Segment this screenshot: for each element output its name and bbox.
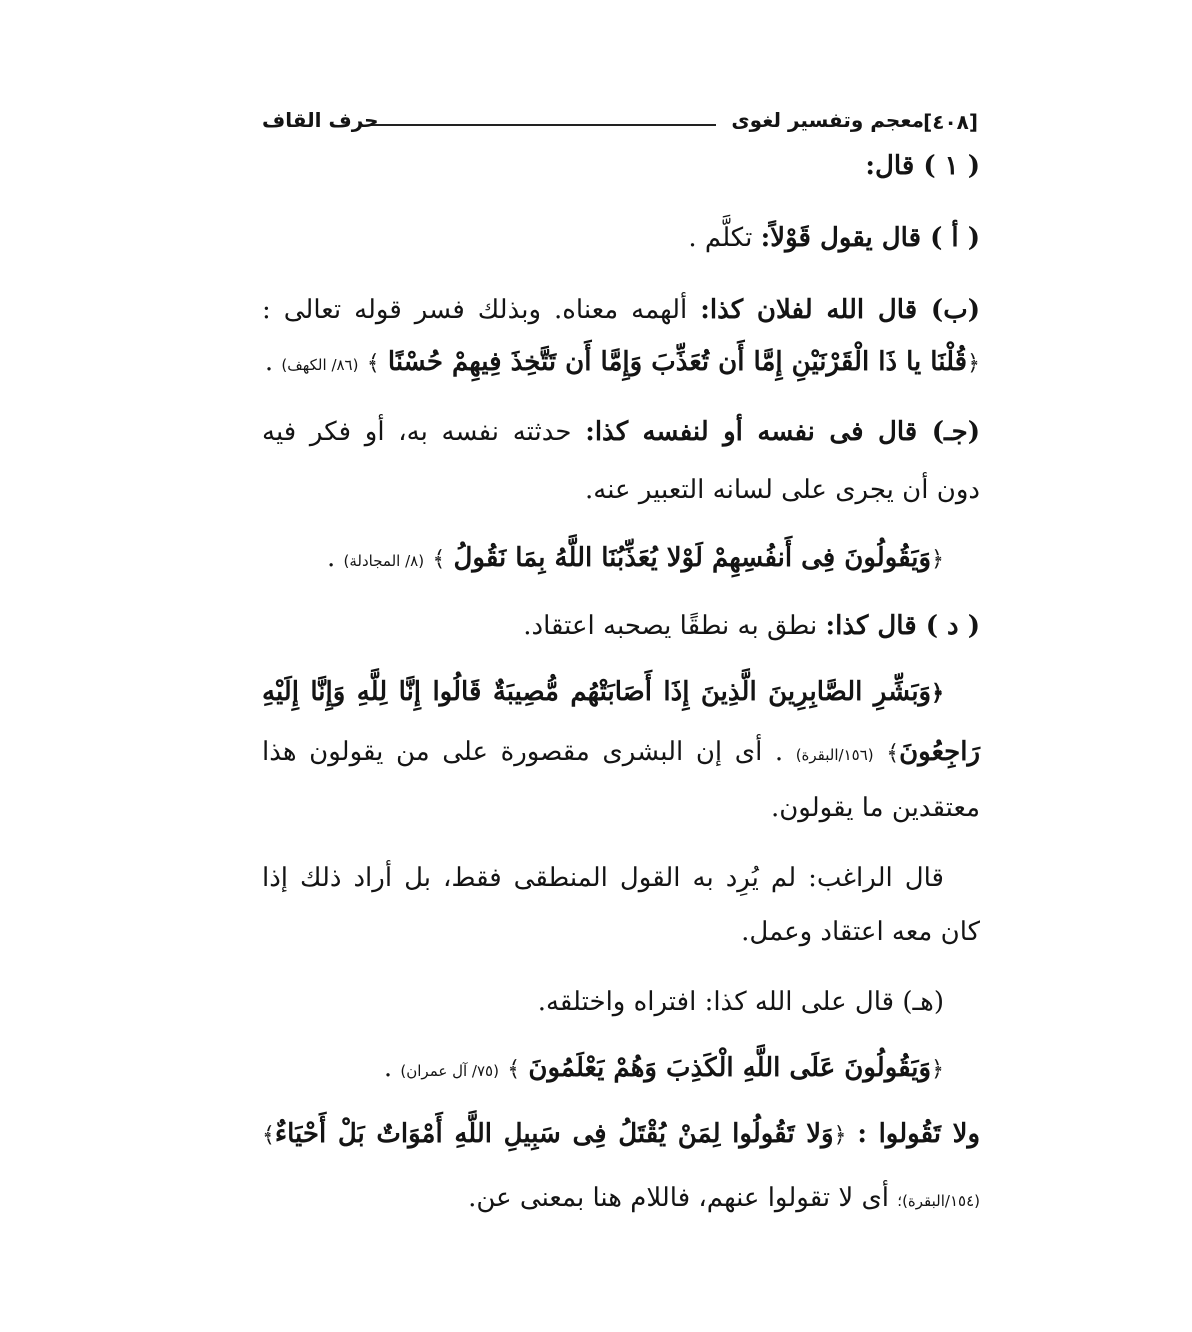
sense-e-label: (هـ) — [902, 987, 944, 1017]
verse-mujadila-text: وَيَقُولُونَ فِى أَنفُسِهِمْ لَوْلا يُعَذِّبُنَا اللَّهُ بِمَا نَقُولُ — [453, 543, 932, 573]
verse-baqara156-line1 — [262, 672, 980, 713]
sense-b-label: (ب) قال الله لفلان كذا: — [700, 295, 981, 325]
verse-mujadila-end: . — [327, 543, 336, 573]
verse-open-bracket: ﴿ — [833, 1123, 847, 1148]
entry-heading: ( ١ ) قال: — [865, 151, 980, 181]
verse-imran-reference: (٧٥/ آل عمران) — [400, 1062, 499, 1080]
verse-imran-end: . — [383, 1053, 393, 1083]
page-number: [٤٠٨] — [923, 110, 978, 134]
final-line — [262, 1178, 980, 1221]
verse-baqara154-text: وَلا تَقُولُوا لِمَنْ يُقْتَلُ فِى سَبِيلِ اللَّهِ أَمْوَاتٌ بَلْ أَحْيَاءٌ — [274, 1119, 834, 1149]
verse-baqara156-commentary: . أى إن البشرى مقصورة على من يقولون هذا — [262, 737, 784, 767]
verse-open-bracket: ﴿ — [931, 680, 944, 706]
sense-d-continuation: معتقدين ما يقولون. — [770, 793, 980, 823]
verse-open-bracket: ﴿ — [967, 351, 980, 376]
verse-kahf-reference: (٨٦/ الكهف) — [281, 356, 359, 374]
verse-open-bracket: ﴿ — [931, 1057, 944, 1082]
sense-b-text: ألهمه معناه. وبذلك فسر قوله تعالى : — [262, 295, 688, 325]
sense-a — [262, 218, 980, 258]
sense-a-text: تكلَّم . — [688, 223, 753, 253]
raghib-line-2: كان معه اعتقاد وعمل. — [741, 917, 980, 947]
verse-kahf-end: . — [264, 347, 274, 377]
sense-d-label: ( د ) قال كذا: — [825, 611, 980, 641]
sense-b — [262, 290, 980, 330]
sense-d — [262, 606, 980, 646]
verse-close-bracket: ﴾ — [262, 1123, 275, 1148]
verse-baqara154 — [262, 1114, 980, 1156]
final-commentary: أى لا تقولوا عنهم، فاللام هنا بمعنى عن. — [468, 1183, 890, 1213]
running-header — [262, 106, 978, 140]
verse-baqara154-lead: ولا تَقُولوا : — [857, 1119, 981, 1149]
verse-imran — [262, 1048, 980, 1091]
sense-e-text: قال على الله كذا: افتراه واختلقه. — [537, 987, 895, 1017]
verse-close-bracket: ﴾ — [366, 351, 380, 376]
section-title: حرف القاف — [262, 108, 379, 132]
verse-open-bracket: ﴿ — [931, 547, 944, 572]
sense-c-continuation: دون أن يجرى على لسانه التعبير عنه. — [585, 475, 980, 505]
verse-baqara156-line2 — [262, 732, 980, 775]
verse-baqara156-reference: (١٥٦/البقرة) — [795, 746, 874, 764]
sense-a-label: ( أ ) قال يقول قَوْلاً: — [760, 223, 980, 253]
verse-mujadila-reference: (٨/ المجادلة) — [343, 552, 425, 570]
sense-c — [262, 412, 980, 452]
verse-close-bracket: ﴾ — [507, 1057, 521, 1082]
verse-kahf — [262, 342, 980, 385]
book-title: معجم وتفسير لغوى — [731, 108, 924, 132]
verse-kahf-text: قُلْنَا يا ذَا الْقَرْنَيْنِ إِمَّا أَن تُعَذِّبَ وَإِمَّا أَن تَتَّخِذَ فِيهِمْ حُسْنًا — [387, 347, 968, 377]
verse-close-bracket: ﴾ — [886, 741, 900, 766]
verse-mujadila — [262, 538, 980, 581]
raghib-text-1: قال الراغب: لم يُرِد به القول المنطقى فقط، بل أراد ذلك إذا — [262, 863, 944, 893]
header-rule — [370, 124, 716, 126]
verse-baqara156-text1: وَبَشِّرِ الصَّابِرِينَ الَّذِينَ إِذَا أَصَابَتْهُم مُّصِيبَةٌ قَالُوا إِنَّا لِلَّهِ وَإِنَّا إِلَيْهِ — [262, 677, 932, 707]
sense-c-text: حدثته نفسه به، أو فكر فيه — [262, 417, 572, 447]
verse-close-bracket: ﴾ — [432, 547, 446, 572]
sense-d-text: نطق به نطقًا يصحبه اعتقاد. — [523, 611, 818, 641]
sense-c-label: (جـ) قال فى نفسه أو لنفسه كذا: — [585, 417, 981, 447]
verse-baqara156-text2: رَاجِعُونَ — [899, 737, 980, 767]
verse-baqara154-reference: (١٥٤/البقرة)؛ — [897, 1192, 980, 1210]
raghib-line-1 — [262, 858, 980, 898]
verse-imran-text: وَيَقُولُونَ عَلَى اللَّهِ الْكَذِبَ وَهُمْ يَعْلَمُونَ — [528, 1053, 932, 1083]
sense-e — [262, 982, 980, 1022]
